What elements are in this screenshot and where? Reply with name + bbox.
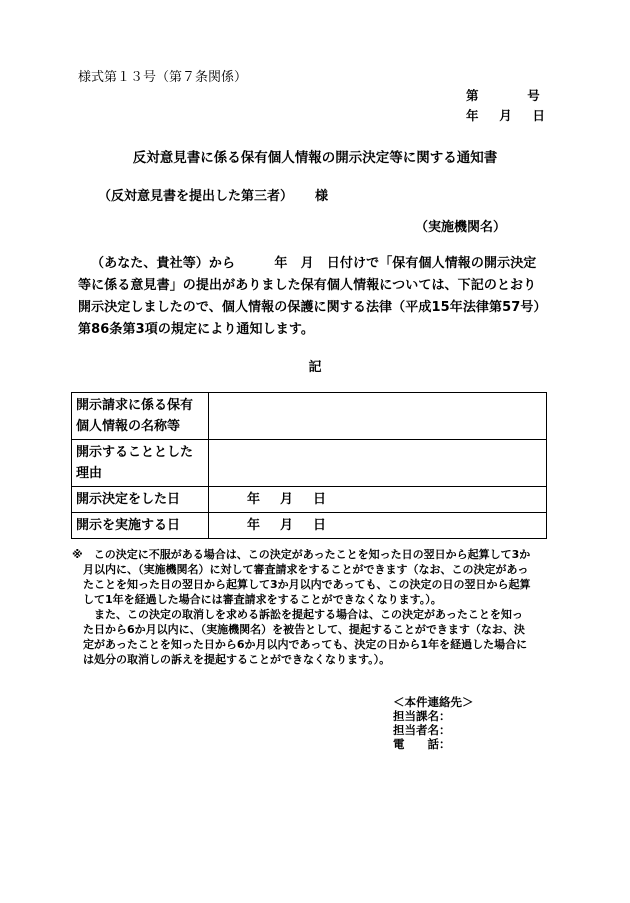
decision-table [71, 392, 547, 539]
table-row [72, 487, 547, 513]
body-text [78, 253, 553, 341]
note-line: 月以内に、（実施機関名）に対して審査請求をすることができます（なお、この決定があっ [72, 563, 529, 576]
contact-department: 担当課名： [393, 709, 451, 723]
doc-date-month: 月 [499, 108, 512, 123]
note-line: して1年を経過した場合には審査請求をすることができなくなります。）。 [72, 593, 442, 606]
note-line: たことを知った日の翌日から起算して3か月以内であっても、この決定の日の翌日から起算 [72, 578, 531, 591]
table-value [209, 393, 547, 440]
contact-phone: 電 話： [393, 737, 451, 751]
body-line: 第86条第3項の規定により通知します。 [78, 322, 314, 337]
body-line: 開示決定しましたので、個人情報の保護に関する法律（平成15年法律第57号） [78, 300, 547, 315]
recipient [98, 185, 328, 204]
ki-heading: 記 [308, 360, 322, 375]
table-row [72, 440, 547, 487]
doc-date-day: 日 [532, 108, 545, 123]
table-label: 開示請求に係る保有 個人情報の名称等 [72, 393, 209, 440]
body-line: （あなた、貴社等）から 年 月 日付けで「保有個人情報の開示決定 [91, 256, 537, 271]
appeal-notes [72, 547, 554, 667]
note-line: ※ この決定に不服がある場合は、この決定があったことを知った日の翌日から起算して3か [72, 548, 531, 561]
table-label: 開示することとした 理由 [72, 440, 209, 487]
body-line: 等に係る意見書」の提出がありました保有個人情報については、下記のとおり [78, 278, 537, 293]
note-line: 定があったことを知った日から6か月以内であっても、決定の日から1年を経過した場合に [72, 638, 528, 651]
contact-person: 担当者名： [393, 723, 451, 737]
document-date [466, 106, 545, 124]
form-number: 様式第１３号（第７条関係） [78, 70, 248, 85]
recipient-name: （反対意見書を提出した第三者） [98, 189, 294, 204]
note-line: また、この決定の取消しを求める訴訟を提起する場合は、この決定があったことを知っ [72, 608, 523, 621]
doc-number-dai: 第 [466, 88, 479, 103]
document-title: 反対意見書に係る保有個人情報の開示決定等に関する通知書 [132, 150, 498, 166]
table-value [209, 440, 547, 487]
table-row [72, 513, 547, 539]
table-date-value: 年 月 日 [209, 513, 547, 539]
doc-date-year: 年 [466, 108, 479, 123]
doc-number-go: 号 [527, 88, 540, 103]
recipient-honorific: 様 [315, 189, 329, 204]
table-label: 開示決定をした日 [72, 487, 209, 513]
contact-info [393, 695, 474, 751]
contact-heading: ＜本件連絡先＞ [393, 695, 474, 709]
table-label: 開示を実施する日 [72, 513, 209, 539]
note-line: た日から6か月以内に、（実施機関名）を被告として、提起することができます（なお、決 [72, 623, 525, 636]
note-line: は処分の取消しの訴えを提起することができなくなります。）。 [72, 653, 391, 666]
table-row [72, 393, 547, 440]
agency-name: （実施機関名） [415, 220, 507, 235]
document-number [466, 86, 540, 104]
table-date-value: 年 月 日 [209, 487, 547, 513]
